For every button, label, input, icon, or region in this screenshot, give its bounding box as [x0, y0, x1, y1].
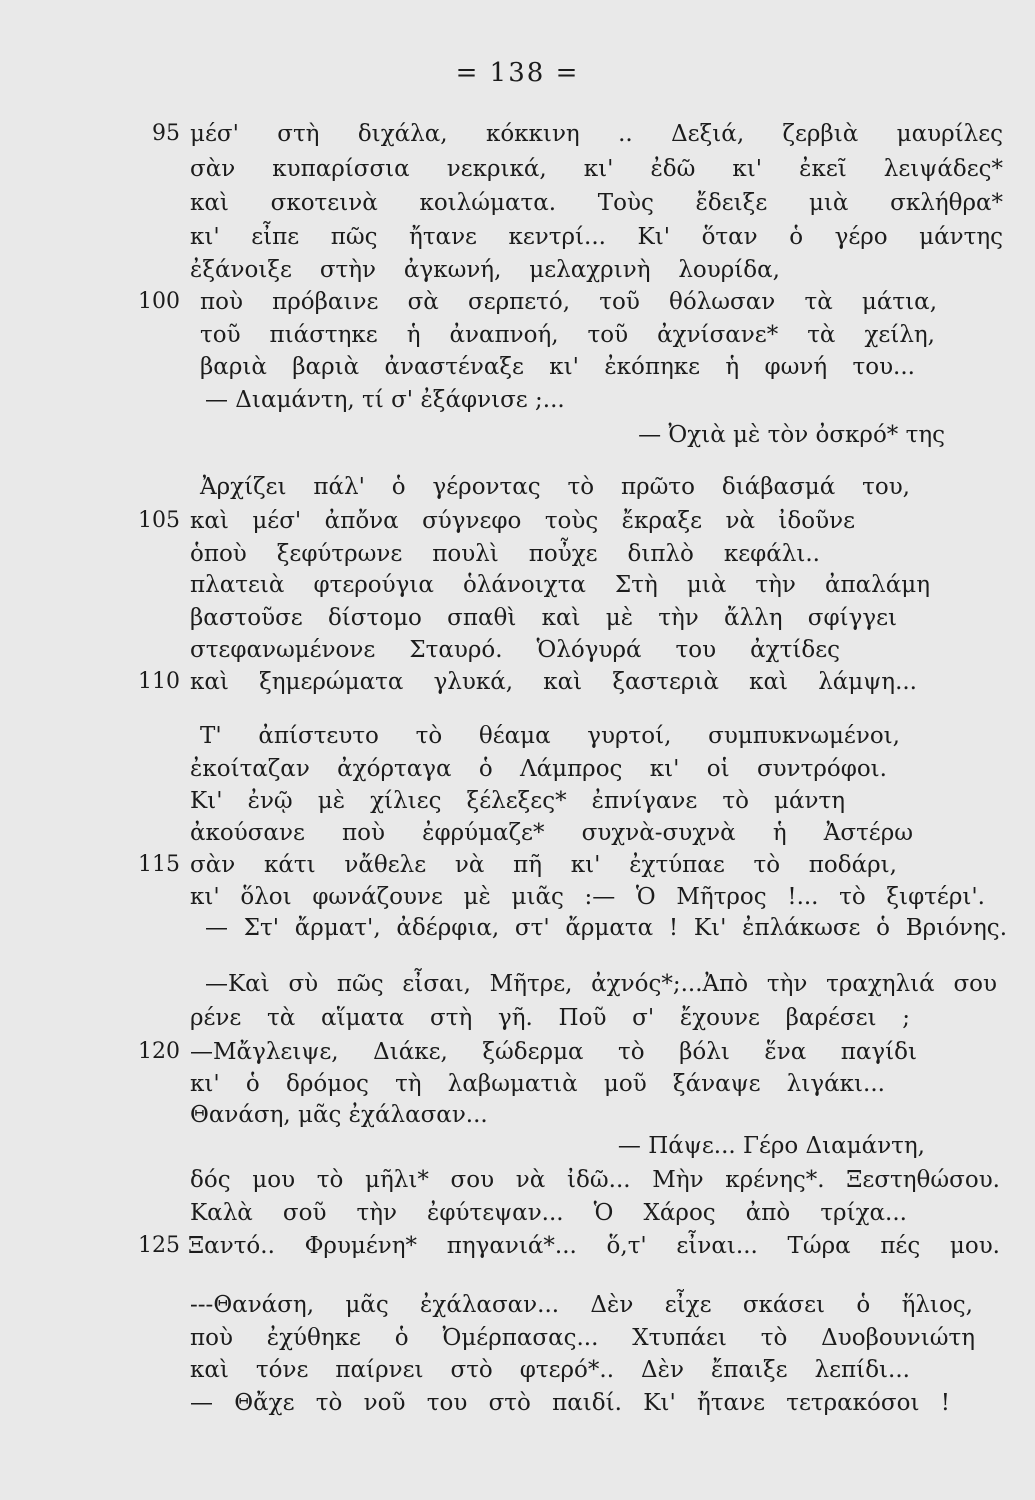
verse-text: — Ὀχιὰ μὲ τὸν ὀσκρό* της — [638, 422, 945, 448]
verse-text: κι' εἶπε πῶς ἤτανε κεντρί... Κι' ὅταν ὁ γέρο μάντης — [190, 224, 1003, 250]
verse-line — [0, 816, 1035, 850]
verse-text: στεφανωμένονε Σταυρό. Ὁλόγυρά του ἀχτίδες — [190, 637, 840, 663]
verse-text: τοῦ πιάστηκε ἡ ἀναπνοή, τοῦ ἀχνίσανε* τὰ χείλη, — [200, 322, 935, 348]
verse-line — [0, 470, 1035, 504]
verse-text: καὶ τόνε παίρνει στὸ φτερό*.. Δὲν ἔπαιξε λεπίδι... — [190, 1357, 910, 1383]
verse-line — [0, 967, 1035, 1001]
verse-line — [0, 383, 1035, 417]
verse-text: Καλὰ σοῦ τὴν ἐφύτεψαν... Ὁ Χάρος ἀπὸ τρίχα... — [190, 1200, 907, 1226]
verse-line — [0, 418, 1035, 452]
verse-text: —Καὶ σὺ πῶς εἶσαι, Μῆτρε, ἀχνός*;...Ἀπὸ τὴν τραχηλιά σου — [205, 971, 997, 997]
verse-line — [0, 504, 1035, 538]
verse-text: μέσ' στὴ διχάλα, κόκκινη .. Δεξιά, ζερβιὰ μαυρίλες — [190, 121, 1003, 147]
verse-line — [0, 1129, 1035, 1163]
line-number: 125 — [138, 1233, 180, 1258]
verse-text: Τ' ἀπίστευτο τὸ θέαμα γυρτοί, συμπυκνωμένοι, — [200, 723, 900, 749]
verse-line — [0, 1353, 1035, 1387]
verse-line — [0, 784, 1035, 818]
verse-text: ποὺ πρόβαινε σὰ σερπετό, τοῦ θόλωσαν τὰ μάτια, — [200, 289, 937, 315]
verse-line — [0, 1229, 1035, 1263]
verse-text: κι' ὅλοι φωνάζουνε μὲ μιᾶς :— Ὁ Μῆτρος !... τὸ ξιφτέρι'. — [190, 884, 985, 910]
verse-line — [0, 1163, 1035, 1197]
verse-line — [0, 1098, 1035, 1132]
verse-line — [0, 1386, 1035, 1420]
verse-line — [0, 1067, 1035, 1101]
verse-text: — Διαμάντη, τί σ' ἐξάφνισε ;... — [205, 387, 565, 413]
verse-text: βαστοῦσε δίστομο σπαθὶ καὶ μὲ τὴν ἄλλη σφίγγει — [190, 605, 897, 631]
verse-line — [0, 633, 1035, 667]
verse-line — [0, 1321, 1035, 1355]
verse-line — [0, 253, 1035, 287]
verse-text: ρένε τὰ αἵματα στὴ γῆ. Ποῦ σ' ἔχουνε βαρέσει ; — [190, 1005, 910, 1031]
line-number: 115 — [138, 852, 180, 877]
verse-text: καὶ ξημερώματα γλυκά, καὶ ξαστεριὰ καὶ λάμψη... — [190, 669, 917, 695]
verse-line — [0, 880, 1035, 914]
verse-text: καὶ σκοτεινὰ κοιλώματα. Τοὺς ἔδειξε μιὰ σκλήθρα* — [190, 190, 1003, 216]
page-number-header: = 138 = — [455, 58, 580, 88]
verse-line — [0, 1196, 1035, 1230]
verse-text: ἐξάνοιξε στὴν ἀγκωνή, μελαχρινὴ λουρίδα, — [190, 257, 780, 283]
verse-text: Θανάση, μᾶς ἐχάλασαν... — [190, 1102, 488, 1128]
verse-line — [0, 537, 1035, 571]
verse-text: Κι' ἐνῷ μὲ χίλιες ξέλεξες* ἐπνίγανε τὸ μάντη — [190, 788, 845, 814]
verse-text: πλατειὰ φτερούγια ὁλάνοιχτα Στὴ μιὰ τὴν ἀπαλάμη — [190, 572, 930, 598]
verse-text: καὶ μέσ' ἀπὄνα σύγνεφο τοὺς ἔκραξε νὰ ἰδοῦνε — [190, 508, 855, 534]
verse-text: κι' ὁ δρόμος τὴ λαβωματιὰ μοῦ ξάναψε λιγάκι... — [190, 1071, 885, 1097]
line-number: 100 — [138, 289, 180, 314]
verse-line — [0, 1288, 1035, 1322]
verse-line — [0, 350, 1035, 384]
verse-line — [0, 665, 1035, 699]
verse-text: Ἀρχίζει πάλ' ὁ γέροντας τὸ πρῶτο διάβασμά του, — [200, 474, 910, 500]
verse-line — [0, 911, 1035, 945]
verse-text: ἐκοίταζαν ἀχόρταγα ὁ Λάμπρος κι' οἱ συντρόφοι. — [190, 756, 887, 782]
verse-line — [0, 719, 1035, 753]
verse-line — [0, 1001, 1035, 1035]
verse-text: δός μου τὸ μῆλι* σου νὰ ἰδῶ... Μὴν κρένης*. Ξεστηθώσου. — [190, 1167, 1000, 1193]
verse-line — [0, 848, 1035, 882]
line-number: 105 — [138, 508, 180, 533]
verse-text: σὰν κυπαρίσσια νεκρικά, κι' ἐδῶ κι' ἐκεῖ λειψάδες* — [190, 156, 1003, 182]
verse-text: Ξαντό.. Φρυμένη* πηγανιά*... ὅ,τ' εἶναι... Τώρα πές μου. — [188, 1233, 1000, 1259]
line-number: 120 — [138, 1039, 180, 1064]
verse-line — [0, 318, 1035, 352]
verse-text: ---Θανάση, μᾶς ἐχάλασαν... Δὲν εἶχε σκάσει ὁ ἥλιος, — [190, 1292, 973, 1318]
verse-text: ἀκούσανε ποὺ ἐφρύμαζε* συχνὰ-συχνὰ ἡ Ἀστέρω — [190, 820, 913, 846]
verse-text: — Πάψε... Γέρο Διαμάντη, — [617, 1133, 925, 1159]
verse-line — [0, 152, 1035, 186]
verse-text: σὰν κάτι νἄθελε νὰ πῆ κι' ἐχτύπαε τὸ ποδάρι, — [190, 852, 897, 878]
verse-line — [0, 568, 1035, 602]
verse-line — [0, 601, 1035, 635]
verse-text: — Στ' ἄρματ', ἀδέρφια, στ' ἄρματα ! Κι' ἐπλάκωσε ὁ Βριόνης. — [205, 915, 1007, 941]
verse-line — [0, 1035, 1035, 1069]
verse-text: —Μἄγλειψε, Διάκε, ξώδερμα τὸ βόλι ἕνα παγίδι — [190, 1039, 917, 1065]
verse-line — [0, 285, 1035, 319]
verse-text: — Θἄχε τὸ νοῦ του στὸ παιδί. Κι' ἤτανε τετρακόσοι ! — [190, 1390, 950, 1416]
line-number: 110 — [138, 669, 180, 694]
verse-line — [0, 117, 1035, 151]
verse-text: βαριὰ βαριὰ ἀναστέναξε κι' ἐκόπηκε ἡ φωνή του... — [200, 354, 915, 380]
verse-text: ὁποὺ ξεφύτρωνε πουλὶ ποὖχε διπλὸ κεφάλι.. — [190, 541, 820, 567]
line-number: 95 — [152, 121, 180, 146]
verse-line — [0, 220, 1035, 254]
verse-text: ποὺ ἐχύθηκε ὁ Ὀμέρπασας... Χτυπάει τὸ Δυοβουνιώτη — [190, 1325, 975, 1351]
verse-line — [0, 186, 1035, 220]
verse-line — [0, 752, 1035, 786]
